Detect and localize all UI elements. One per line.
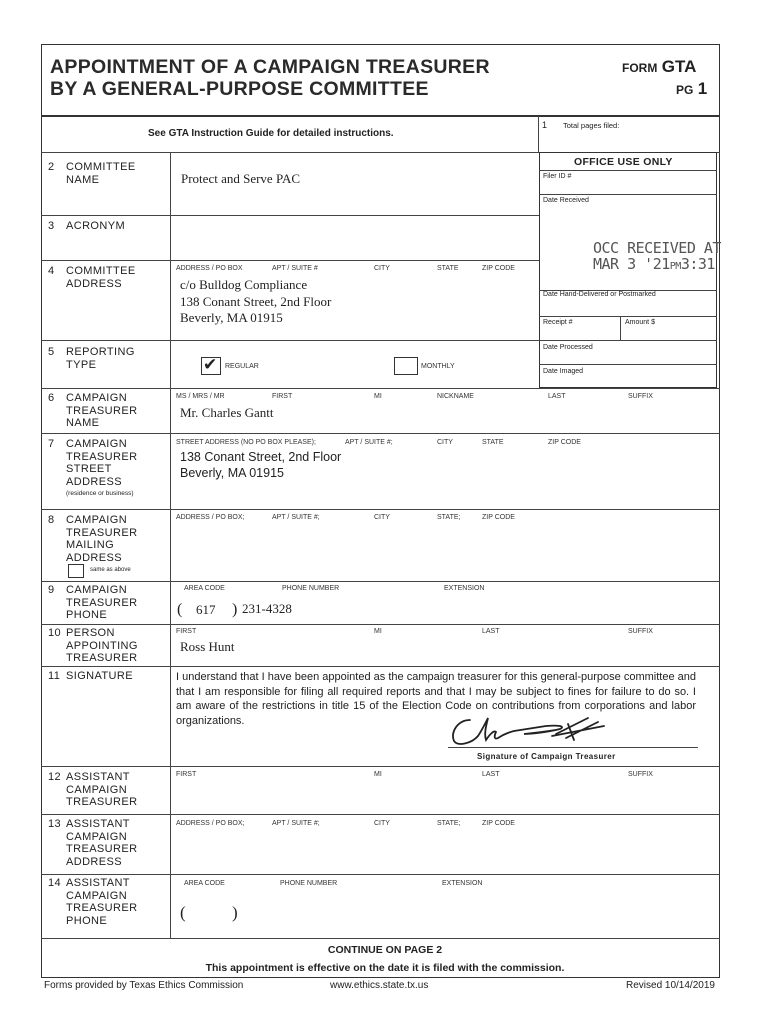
- city-label-13: CITY: [374, 820, 390, 827]
- suffix-label-10: SUFFIX: [628, 628, 653, 635]
- last-label-10: LAST: [482, 628, 500, 635]
- total-pages-label: Total pages filed:: [563, 121, 620, 130]
- date-imaged-label: Date Imaged: [543, 368, 584, 375]
- treasurer-street-line1[interactable]: 138 Conant Street, 2nd Floor: [180, 450, 342, 464]
- state-label-13: STATE;: [437, 820, 461, 827]
- apt-label-13: APT / SUITE #;: [272, 820, 320, 827]
- form-title-line1: APPOINTMENT OF A CAMPAIGN TREASURER: [50, 56, 490, 78]
- form-code: FORM GTA: [622, 57, 697, 76]
- state-label: STATE: [437, 265, 459, 272]
- area-code-label: AREA CODE: [184, 585, 225, 592]
- revised-date: Revised 10/14/2019: [626, 980, 715, 991]
- zip-label-7: ZIP CODE: [548, 439, 581, 446]
- phone-number-label: PHONE NUMBER: [282, 585, 340, 592]
- zip-label: ZIP CODE: [482, 265, 515, 272]
- treasurer-name-value[interactable]: Mr. Charles Gantt: [180, 405, 274, 420]
- date-hand-delivered-label: Date Hand-Delivered or Postmarked: [543, 291, 656, 298]
- prefix-label: MS / MRS / MR: [176, 393, 225, 400]
- date-received-label: Date Received: [543, 197, 589, 204]
- treasurer-phone-number[interactable]: 231-4328: [242, 601, 292, 616]
- phone-number-label-14: PHONE NUMBER: [280, 880, 338, 887]
- regular-checkbox[interactable]: [201, 357, 221, 375]
- mi-label-12: MI: [374, 771, 382, 778]
- addr-pobox-label: ADDRESS / PO BOX: [176, 265, 243, 272]
- city-label-8: CITY: [374, 514, 390, 521]
- signature-statement: I understand that I have been appointed as the campaign treasurer for this general-purpose committee and that I am responsible for filing all required reports and that I may be subject to fines for failure to do so. I am aware of the restrictions in title 15 of the Election Code on contributions from corporations and labor organizations.: [176, 671, 696, 727]
- city-label: CITY: [374, 265, 390, 272]
- treasurer-street-line2[interactable]: Beverly, MA 01915: [180, 466, 284, 480]
- treasurer-signature: [448, 712, 608, 748]
- area-code-label-14: AREA CODE: [184, 880, 225, 887]
- suffix-label: SUFFIX: [628, 393, 653, 400]
- website-link[interactable]: www.ethics.state.tx.us: [330, 980, 429, 991]
- continue-notice: CONTINUE ON PAGE 2: [327, 944, 443, 956]
- zip-label-13: ZIP CODE: [482, 820, 515, 827]
- form-title-line2: BY A GENERAL-PURPOSE COMMITTEE: [50, 78, 429, 100]
- office-use-title: OFFICE USE ONLY: [574, 156, 673, 168]
- apt-label-7: APT / SUITE #;: [345, 439, 393, 446]
- street-address-label: STREET ADDRESS (NO PO BOX PLEASE);: [176, 439, 316, 446]
- effective-notice: This appointment is effective on the date it is filed with the commission.: [205, 962, 565, 974]
- asst-phone-paren-open: (: [180, 903, 186, 922]
- checkmark-icon: ✔: [203, 355, 218, 375]
- date-processed-label: Date Processed: [543, 344, 593, 351]
- first-label: FIRST: [272, 393, 293, 400]
- total-pages-num: 1: [542, 120, 548, 130]
- last-label-12: LAST: [482, 771, 500, 778]
- apt-label-8: APT / SUITE #;: [272, 514, 320, 521]
- amount-label: Amount $: [625, 319, 655, 326]
- receipt-label: Receipt #: [543, 319, 573, 326]
- state-label-7: STATE: [482, 439, 504, 446]
- city-label-7: CITY: [437, 439, 453, 446]
- section-7-note: (residence or business): [66, 490, 134, 497]
- mi-label-10: MI: [374, 628, 382, 635]
- page-number: PG 1: [676, 79, 708, 98]
- regular-label: REGULAR: [225, 363, 259, 370]
- phone-paren-close: ): [232, 601, 238, 618]
- addr-pobox-label-13: ADDRESS / PO BOX;: [176, 820, 245, 827]
- monthly-checkbox[interactable]: [394, 357, 418, 375]
- state-label-8: STATE;: [437, 514, 461, 521]
- filer-id-label: Filer ID #: [543, 173, 572, 180]
- committee-name-value[interactable]: Protect and Serve PAC: [181, 171, 301, 186]
- provided-by: Forms provided by Texas Ethics Commission: [44, 980, 244, 991]
- instructions-text: See GTA Instruction Guide for detailed instructions.: [148, 128, 394, 139]
- signature-caption: Signature of Campaign Treasurer: [477, 752, 616, 761]
- treasurer-phone-area[interactable]: 617: [196, 602, 216, 617]
- committee-address-line2[interactable]: 138 Conant Street, 2nd Floor: [180, 294, 332, 309]
- committee-address-line1[interactable]: c/o Bulldog Compliance: [180, 277, 308, 292]
- extension-label: EXTENSION: [444, 585, 485, 592]
- asst-phone-paren-close: ): [232, 903, 238, 922]
- received-stamp-line2: MAR 3 '21PM3:31: [593, 255, 715, 273]
- phone-paren-open: (: [177, 601, 183, 618]
- monthly-label: MONTHLY: [421, 363, 455, 370]
- last-label: LAST: [548, 393, 566, 400]
- nickname-label: NICKNAME: [437, 393, 474, 400]
- mi-label: MI: [374, 393, 382, 400]
- extension-label-14: EXTENSION: [442, 880, 483, 887]
- appointing-person-value[interactable]: Ross Hunt: [180, 639, 235, 654]
- same-as-above-checkbox[interactable]: [68, 564, 84, 578]
- zip-label-8: ZIP CODE: [482, 514, 515, 521]
- same-as-above-label: same as above: [90, 567, 131, 573]
- committee-address-line3[interactable]: Beverly, MA 01915: [180, 310, 283, 325]
- first-label-12: FIRST: [176, 771, 197, 778]
- received-stamp-line1: OCC RECEIVED AT: [593, 239, 721, 257]
- first-label-10: FIRST: [176, 628, 197, 635]
- suffix-label-12: SUFFIX: [628, 771, 653, 778]
- apt-label: APT / SUITE #: [272, 265, 318, 272]
- addr-pobox-label-8: ADDRESS / PO BOX;: [176, 514, 245, 521]
